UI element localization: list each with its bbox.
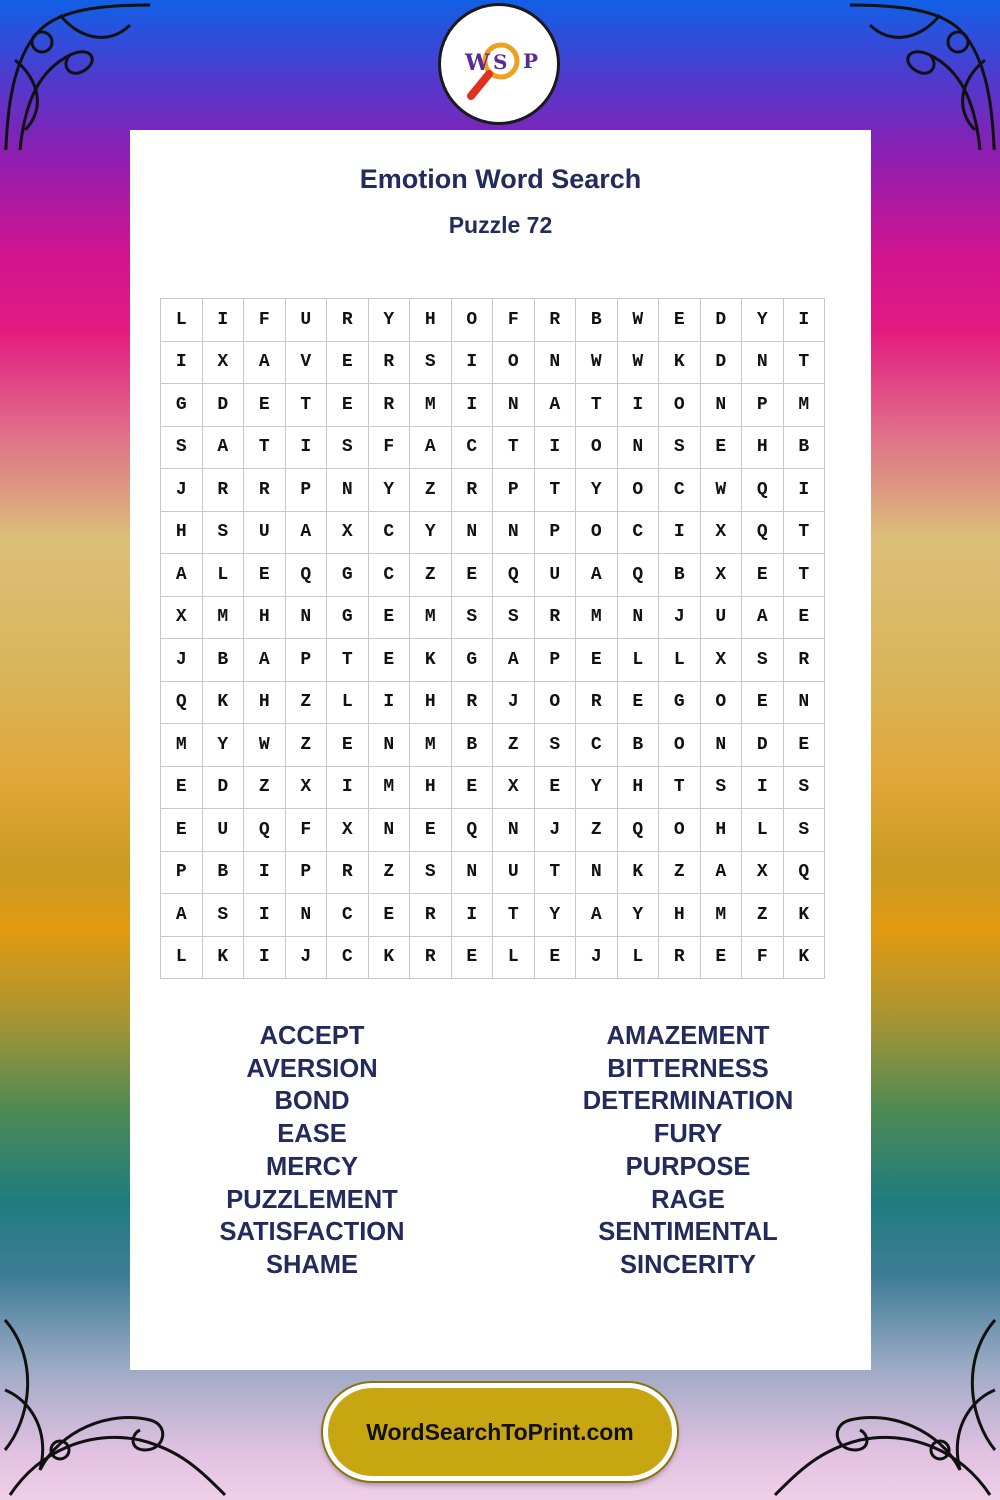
grid-cell[interactable]: I: [452, 342, 494, 385]
grid-cell[interactable]: O: [576, 427, 618, 470]
grid-cell[interactable]: H: [742, 427, 784, 470]
grid-cell[interactable]: S: [493, 597, 535, 640]
grid-cell[interactable]: D: [701, 342, 743, 385]
grid-cell[interactable]: O: [659, 384, 701, 427]
grid-cell[interactable]: F: [369, 427, 411, 470]
grid-cell[interactable]: M: [410, 384, 452, 427]
grid-cell[interactable]: A: [410, 427, 452, 470]
grid-cell[interactable]: G: [327, 597, 369, 640]
grid-cell[interactable]: Y: [618, 894, 660, 937]
grid-cell[interactable]: R: [327, 852, 369, 895]
grid-cell[interactable]: C: [618, 512, 660, 555]
grid-cell[interactable]: X: [203, 342, 245, 385]
grid-cell[interactable]: I: [203, 299, 245, 342]
grid-cell[interactable]: N: [742, 342, 784, 385]
grid-cell[interactable]: L: [618, 937, 660, 980]
grid-cell[interactable]: R: [327, 299, 369, 342]
grid-cell[interactable]: K: [618, 852, 660, 895]
grid-cell[interactable]: R: [410, 894, 452, 937]
grid-cell[interactable]: E: [784, 597, 826, 640]
grid-cell[interactable]: X: [742, 852, 784, 895]
grid-cell[interactable]: X: [493, 767, 535, 810]
grid-cell[interactable]: Q: [244, 809, 286, 852]
grid-cell[interactable]: K: [369, 937, 411, 980]
grid-cell[interactable]: R: [576, 682, 618, 725]
grid-cell[interactable]: E: [161, 767, 203, 810]
grid-cell[interactable]: E: [784, 724, 826, 767]
grid-cell[interactable]: L: [161, 937, 203, 980]
corner-ornament-top-left: [0, 0, 150, 150]
grid-cell[interactable]: Q: [161, 682, 203, 725]
grid-cell[interactable]: R: [535, 299, 577, 342]
grid-cell[interactable]: J: [576, 937, 618, 980]
grid-cell[interactable]: N: [618, 427, 660, 470]
grid-cell[interactable]: A: [244, 342, 286, 385]
grid-cell[interactable]: H: [618, 767, 660, 810]
grid-cell[interactable]: G: [659, 682, 701, 725]
grid-cell[interactable]: U: [701, 597, 743, 640]
letter-grid: [160, 298, 825, 979]
grid-cell[interactable]: N: [535, 342, 577, 385]
grid-cell[interactable]: Q: [493, 554, 535, 597]
logo-letter-w: W: [465, 50, 490, 76]
logo-letter-p: P: [523, 49, 539, 73]
grid-cell[interactable]: Y: [576, 469, 618, 512]
grid-cell[interactable]: R: [244, 469, 286, 512]
word-item: BOND: [274, 1087, 350, 1116]
grid-cell[interactable]: Y: [203, 724, 245, 767]
grid-cell[interactable]: L: [659, 639, 701, 682]
grid-cell[interactable]: J: [493, 682, 535, 725]
grid-cell[interactable]: H: [410, 299, 452, 342]
grid-cell[interactable]: I: [452, 894, 494, 937]
grid-cell[interactable]: R: [369, 384, 411, 427]
grid-cell[interactable]: Z: [286, 682, 328, 725]
grid-cell[interactable]: A: [244, 639, 286, 682]
grid-cell[interactable]: X: [701, 639, 743, 682]
grid-cell[interactable]: R: [369, 342, 411, 385]
grid-cell[interactable]: A: [203, 427, 245, 470]
grid-cell[interactable]: A: [576, 554, 618, 597]
grid-cell[interactable]: S: [327, 427, 369, 470]
grid-cell[interactable]: T: [493, 427, 535, 470]
grid-cell[interactable]: Z: [576, 809, 618, 852]
grid-cell[interactable]: E: [535, 937, 577, 980]
grid-cell[interactable]: J: [535, 809, 577, 852]
grid-cell[interactable]: J: [286, 937, 328, 980]
grid-cell[interactable]: E: [452, 554, 494, 597]
grid-cell[interactable]: A: [286, 512, 328, 555]
grid-cell[interactable]: B: [452, 724, 494, 767]
grid-cell[interactable]: T: [576, 384, 618, 427]
grid-cell[interactable]: O: [452, 299, 494, 342]
grid-cell[interactable]: P: [535, 512, 577, 555]
grid-cell[interactable]: Q: [618, 554, 660, 597]
grid-cell[interactable]: N: [286, 597, 328, 640]
word-item: PUZZLEMENT: [226, 1185, 398, 1214]
grid-cell[interactable]: J: [161, 469, 203, 512]
grid-cell[interactable]: P: [286, 852, 328, 895]
grid-cell[interactable]: Z: [244, 767, 286, 810]
grid-cell[interactable]: R: [659, 937, 701, 980]
grid-cell[interactable]: M: [784, 384, 826, 427]
grid-cell[interactable]: Y: [369, 469, 411, 512]
grid-cell[interactable]: S: [410, 342, 452, 385]
word-list-left: [162, 1020, 462, 1282]
grid-cell[interactable]: S: [659, 427, 701, 470]
grid-cell[interactable]: C: [452, 427, 494, 470]
grid-cell[interactable]: O: [659, 809, 701, 852]
grid-cell[interactable]: A: [493, 639, 535, 682]
grid-cell[interactable]: X: [327, 809, 369, 852]
grid-cell[interactable]: T: [286, 384, 328, 427]
grid-cell[interactable]: I: [618, 384, 660, 427]
grid-cell[interactable]: H: [244, 682, 286, 725]
grid-cell[interactable]: S: [701, 767, 743, 810]
word-item: AMAZEMENT: [606, 1022, 770, 1050]
grid-cell[interactable]: B: [203, 639, 245, 682]
grid-cell[interactable]: B: [784, 427, 826, 470]
grid-cell[interactable]: C: [369, 512, 411, 555]
grid-cell[interactable]: X: [327, 512, 369, 555]
grid-cell[interactable]: Q: [742, 469, 784, 512]
grid-cell[interactable]: Y: [742, 299, 784, 342]
grid-cell[interactable]: M: [576, 597, 618, 640]
grid-cell[interactable]: E: [327, 342, 369, 385]
grid-cell[interactable]: S: [784, 767, 826, 810]
grid-cell[interactable]: E: [410, 809, 452, 852]
grid-cell[interactable]: H: [659, 894, 701, 937]
grid-cell[interactable]: S: [784, 809, 826, 852]
grid-cell[interactable]: E: [244, 554, 286, 597]
grid-cell[interactable]: E: [369, 894, 411, 937]
grid-cell[interactable]: C: [576, 724, 618, 767]
grid-cell[interactable]: P: [161, 852, 203, 895]
grid-cell[interactable]: T: [784, 342, 826, 385]
grid-cell[interactable]: I: [369, 682, 411, 725]
grid-cell[interactable]: E: [701, 427, 743, 470]
grid-cell[interactable]: A: [576, 894, 618, 937]
grid-cell[interactable]: W: [618, 299, 660, 342]
grid-cell[interactable]: V: [286, 342, 328, 385]
grid-cell[interactable]: N: [701, 384, 743, 427]
grid-cell[interactable]: O: [493, 342, 535, 385]
grid-cell[interactable]: T: [535, 469, 577, 512]
grid-cell[interactable]: E: [452, 767, 494, 810]
grid-cell[interactable]: B: [618, 724, 660, 767]
grid-cell[interactable]: B: [576, 299, 618, 342]
grid-cell[interactable]: J: [161, 639, 203, 682]
word-item: MERCY: [265, 1152, 359, 1181]
grid-cell[interactable]: S: [742, 639, 784, 682]
grid-cell[interactable]: A: [742, 597, 784, 640]
grid-cell[interactable]: C: [327, 937, 369, 980]
grid-cell[interactable]: Z: [493, 724, 535, 767]
grid-cell[interactable]: O: [659, 724, 701, 767]
grid-cell[interactable]: T: [535, 852, 577, 895]
word-item: FURY: [653, 1120, 723, 1149]
grid-cell[interactable]: L: [327, 682, 369, 725]
grid-cell[interactable]: N: [493, 809, 535, 852]
grid-cell[interactable]: E: [618, 682, 660, 725]
grid-cell[interactable]: H: [410, 682, 452, 725]
grid-cell[interactable]: E: [327, 384, 369, 427]
corner-ornament-top-right: [850, 0, 1000, 150]
grid-cell[interactable]: L: [742, 809, 784, 852]
grid-cell[interactable]: D: [203, 767, 245, 810]
grid-cell[interactable]: E: [244, 384, 286, 427]
grid-cell[interactable]: K: [784, 937, 826, 980]
grid-cell[interactable]: X: [161, 597, 203, 640]
grid-cell[interactable]: C: [659, 469, 701, 512]
grid-cell[interactable]: Q: [286, 554, 328, 597]
grid-cell[interactable]: U: [535, 554, 577, 597]
grid-cell[interactable]: Q: [742, 512, 784, 555]
grid-cell[interactable]: Z: [369, 852, 411, 895]
grid-cell[interactable]: R: [452, 682, 494, 725]
grid-cell[interactable]: T: [784, 554, 826, 597]
grid-cell[interactable]: I: [784, 469, 826, 512]
grid-cell[interactable]: W: [618, 342, 660, 385]
grid-cell[interactable]: Z: [742, 894, 784, 937]
word-item: BITTERNESS: [607, 1054, 769, 1083]
grid-cell[interactable]: R: [203, 469, 245, 512]
grid-cell[interactable]: I: [535, 427, 577, 470]
grid-cell[interactable]: K: [659, 342, 701, 385]
grid-cell[interactable]: O: [618, 469, 660, 512]
grid-cell[interactable]: R: [452, 469, 494, 512]
grid-cell[interactable]: W: [244, 724, 286, 767]
grid-cell[interactable]: E: [161, 809, 203, 852]
grid-cell[interactable]: N: [369, 724, 411, 767]
grid-cell[interactable]: L: [618, 639, 660, 682]
grid-cell[interactable]: M: [161, 724, 203, 767]
grid-cell[interactable]: N: [452, 512, 494, 555]
grid-cell[interactable]: Z: [286, 724, 328, 767]
grid-cell[interactable]: L: [493, 937, 535, 980]
grid-cell[interactable]: D: [203, 384, 245, 427]
grid-cell[interactable]: D: [701, 299, 743, 342]
grid-cell[interactable]: Z: [410, 554, 452, 597]
grid-cell[interactable]: Q: [452, 809, 494, 852]
word-item: SHAME: [265, 1250, 359, 1279]
grid-cell[interactable]: E: [701, 937, 743, 980]
grid-cell[interactable]: E: [576, 639, 618, 682]
grid-cell[interactable]: E: [369, 639, 411, 682]
grid-cell[interactable]: N: [327, 469, 369, 512]
grid-cell[interactable]: P: [493, 469, 535, 512]
grid-cell[interactable]: Q: [784, 852, 826, 895]
grid-cell[interactable]: E: [742, 554, 784, 597]
word-item: EASE: [277, 1120, 347, 1149]
grid-cell[interactable]: I: [286, 427, 328, 470]
grid-cell[interactable]: N: [369, 809, 411, 852]
grid-cell[interactable]: N: [493, 512, 535, 555]
grid-cell[interactable]: X: [701, 512, 743, 555]
grid-cell[interactable]: G: [452, 639, 494, 682]
grid-cell[interactable]: T: [493, 894, 535, 937]
grid-cell[interactable]: F: [286, 809, 328, 852]
website-button[interactable]: WordSearchToPrint.com: [323, 1383, 677, 1481]
grid-cell[interactable]: U: [493, 852, 535, 895]
grid-cell[interactable]: I: [161, 342, 203, 385]
grid-cell[interactable]: Y: [576, 767, 618, 810]
grid-cell[interactable]: R: [410, 937, 452, 980]
grid-cell[interactable]: S: [452, 597, 494, 640]
grid-cell[interactable]: F: [493, 299, 535, 342]
grid-cell[interactable]: I: [327, 767, 369, 810]
grid-cell[interactable]: S: [203, 894, 245, 937]
grid-cell[interactable]: I: [742, 767, 784, 810]
grid-cell[interactable]: H: [161, 512, 203, 555]
grid-cell[interactable]: Q: [618, 809, 660, 852]
grid-cell[interactable]: A: [701, 852, 743, 895]
grid-cell[interactable]: Z: [410, 469, 452, 512]
grid-cell[interactable]: S: [535, 724, 577, 767]
grid-cell[interactable]: E: [535, 767, 577, 810]
grid-cell[interactable]: E: [369, 597, 411, 640]
puzzle-number: Puzzle 72: [448, 212, 553, 238]
grid-cell[interactable]: L: [161, 299, 203, 342]
grid-cell[interactable]: Y: [535, 894, 577, 937]
grid-cell[interactable]: I: [244, 852, 286, 895]
word-item: AVERSION: [246, 1054, 378, 1083]
grid-cell[interactable]: W: [576, 342, 618, 385]
grid-cell[interactable]: R: [535, 597, 577, 640]
grid-cell[interactable]: U: [286, 299, 328, 342]
grid-cell[interactable]: T: [327, 639, 369, 682]
grid-cell[interactable]: I: [784, 299, 826, 342]
grid-cell[interactable]: D: [742, 724, 784, 767]
grid-cell[interactable]: O: [535, 682, 577, 725]
grid-cell[interactable]: N: [576, 852, 618, 895]
grid-cell[interactable]: T: [244, 427, 286, 470]
grid-cell[interactable]: X: [701, 554, 743, 597]
grid-cell[interactable]: Y: [410, 512, 452, 555]
grid-cell[interactable]: K: [784, 894, 826, 937]
grid-cell[interactable]: P: [286, 469, 328, 512]
word-item: ACCEPT: [259, 1022, 365, 1050]
grid-cell[interactable]: N: [784, 682, 826, 725]
grid-cell[interactable]: H: [244, 597, 286, 640]
grid-cell[interactable]: A: [161, 894, 203, 937]
grid-cell[interactable]: L: [203, 554, 245, 597]
grid-cell[interactable]: G: [161, 384, 203, 427]
grid-cell[interactable]: W: [701, 469, 743, 512]
grid-cell[interactable]: M: [203, 597, 245, 640]
word-item: SINCERITY: [619, 1250, 757, 1279]
grid-cell[interactable]: O: [576, 512, 618, 555]
grid-cell[interactable]: M: [701, 894, 743, 937]
grid-cell[interactable]: J: [659, 597, 701, 640]
magnifier-icon: [441, 6, 557, 122]
grid-cell[interactable]: C: [327, 894, 369, 937]
puzzle-title: Emotion Word Search: [359, 164, 642, 194]
grid-cell[interactable]: X: [286, 767, 328, 810]
grid-cell[interactable]: O: [701, 682, 743, 725]
word-item: SENTIMENTAL: [598, 1218, 778, 1247]
grid-cell[interactable]: E: [659, 299, 701, 342]
grid-cell[interactable]: M: [410, 724, 452, 767]
grid-cell[interactable]: I: [244, 894, 286, 937]
grid-cell[interactable]: I: [244, 937, 286, 980]
word-item: RAGE: [651, 1185, 725, 1214]
grid-cell[interactable]: G: [327, 554, 369, 597]
grid-cell[interactable]: F: [742, 937, 784, 980]
grid-cell[interactable]: T: [659, 767, 701, 810]
grid-cell[interactable]: T: [784, 512, 826, 555]
puzzle-sheet: [130, 130, 871, 1370]
grid-cell[interactable]: M: [410, 597, 452, 640]
grid-cell[interactable]: U: [244, 512, 286, 555]
grid-cell[interactable]: P: [742, 384, 784, 427]
grid-cell[interactable]: S: [410, 852, 452, 895]
grid-cell[interactable]: N: [618, 597, 660, 640]
grid-cell[interactable]: K: [410, 639, 452, 682]
grid-cell[interactable]: E: [327, 724, 369, 767]
site-logo[interactable]: [438, 3, 560, 125]
grid-cell[interactable]: N: [701, 724, 743, 767]
grid-cell[interactable]: A: [535, 384, 577, 427]
grid-cell[interactable]: M: [369, 767, 411, 810]
grid-cell[interactable]: Z: [659, 852, 701, 895]
grid-cell[interactable]: B: [659, 554, 701, 597]
word-item: DETERMINATION: [582, 1087, 794, 1116]
grid-cell[interactable]: N: [286, 894, 328, 937]
grid-cell[interactable]: S: [203, 512, 245, 555]
grid-cell[interactable]: A: [161, 554, 203, 597]
grid-cell[interactable]: C: [369, 554, 411, 597]
grid-cell[interactable]: I: [452, 384, 494, 427]
grid-cell[interactable]: E: [742, 682, 784, 725]
grid-cell[interactable]: R: [784, 639, 826, 682]
word-list-right: [538, 1020, 838, 1282]
grid-cell[interactable]: F: [244, 299, 286, 342]
grid-cell[interactable]: Y: [369, 299, 411, 342]
grid-cell[interactable]: N: [493, 384, 535, 427]
grid-cell[interactable]: B: [203, 852, 245, 895]
word-item: SATISFACTION: [219, 1218, 405, 1247]
logo-letter-s: S: [493, 50, 508, 74]
grid-cell[interactable]: H: [410, 767, 452, 810]
grid-cell[interactable]: P: [286, 639, 328, 682]
grid-cell[interactable]: U: [203, 809, 245, 852]
word-item: PURPOSE: [625, 1152, 751, 1181]
grid-cell[interactable]: S: [161, 427, 203, 470]
grid-cell[interactable]: K: [203, 937, 245, 980]
grid-cell[interactable]: I: [659, 512, 701, 555]
grid-cell[interactable]: E: [452, 937, 494, 980]
grid-cell[interactable]: H: [701, 809, 743, 852]
grid-cell[interactable]: N: [452, 852, 494, 895]
grid-cell[interactable]: K: [203, 682, 245, 725]
grid-cell[interactable]: P: [535, 639, 577, 682]
